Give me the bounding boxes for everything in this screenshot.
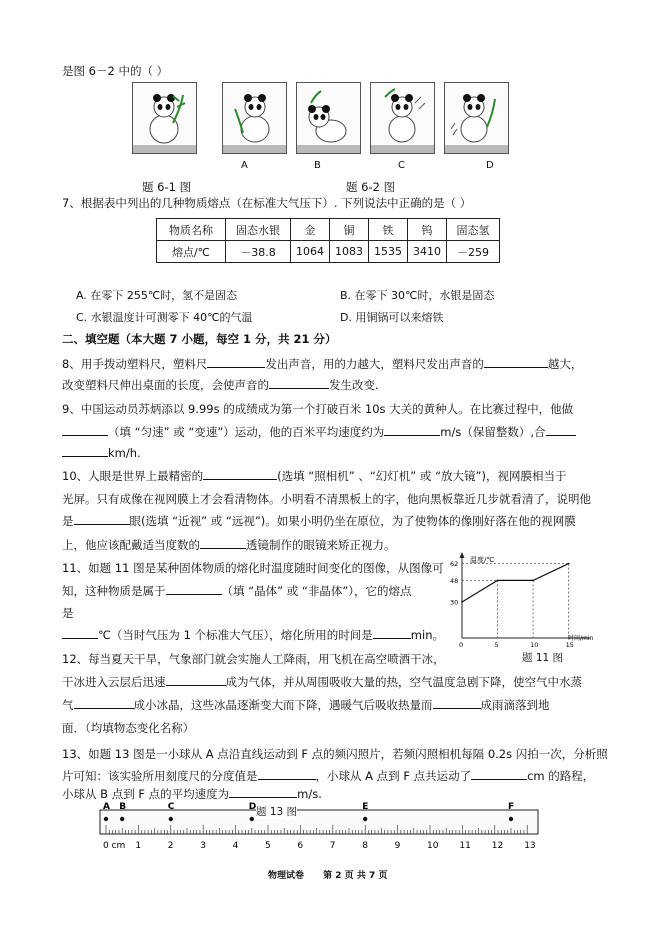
- q10-line-1: 10、人眼是世界上最精密的 (选填 “照相机” 、“幻灯机” 或 “放大镜”)，视网膜相当于: [62, 469, 567, 483]
- ball-point: [104, 817, 108, 821]
- x-tick-label: 10: [530, 641, 539, 648]
- figure-6-2-caption: 题 6-2 图: [346, 180, 396, 194]
- data-point: [568, 563, 570, 565]
- q11-line-1: 11、如题 11 图是某种固体物质的熔化时温度随时间变化的图像，从图像可: [62, 561, 444, 575]
- table-header-cell: 金: [291, 219, 330, 241]
- q11-line-2: 知，这种物质是属于 （填 “晶体” 或 “非晶体”），它的熔点: [62, 584, 412, 598]
- q13-line-1: 13、如题 13 图是一小球从 A 点沿直线运动到 F 点的频闪照片，若频闪照相机每隔 0.2s 闪拍一次，分析照: [62, 747, 608, 761]
- option-letter-a: A: [241, 160, 248, 171]
- q10-line-4: 上，他应该配戴适当度数的 透镜制作的眼镜来矫正视力。: [62, 538, 396, 552]
- ruler-figure: [96, 800, 546, 856]
- point-label: E: [362, 802, 369, 812]
- table-header-row: [157, 219, 500, 241]
- option-letter-b: B: [314, 160, 321, 171]
- table-header-cell: 物质名称: [157, 219, 226, 241]
- panda-icon: [133, 83, 196, 153]
- table-header-cell: 铁: [369, 219, 408, 241]
- ruler-number: 12: [491, 841, 504, 851]
- option-letter-c: C: [398, 160, 405, 171]
- ball-point: [250, 817, 254, 821]
- q11-line-3: 是: [62, 606, 74, 620]
- ruler-number: 8: [362, 841, 368, 851]
- ruler-number: 13: [524, 841, 536, 851]
- answer-blank[interactable]: [200, 548, 246, 549]
- table-header-cell: 固态水银: [226, 219, 291, 241]
- answer-blank[interactable]: [207, 367, 265, 368]
- series-line: [462, 564, 569, 602]
- q9-line-1: 9、中国运动员苏炳添以 9.99s 的成绩成为第一个打破百米 10s 大关的黄种人。在比赛过程中，他做: [62, 402, 574, 416]
- q7-option-a: A. 在零下 255℃时，氢不是固态: [76, 289, 238, 302]
- ruler-number: 7: [329, 841, 336, 851]
- ruler-number: 11: [459, 841, 471, 851]
- footer-page-number: 第 2 页 共 7 页: [323, 871, 388, 881]
- panda-option-a: [222, 82, 287, 154]
- x-axis-label: 时间/min: [568, 635, 594, 642]
- ball-point: [363, 817, 367, 821]
- q7-option-d: D. 用铜锅可以来熔铁: [340, 311, 444, 324]
- section-2-heading: 二、填空题（本大题 7 小题，每空 1 分，共 21 分）: [62, 332, 337, 346]
- data-point: [532, 580, 534, 582]
- option-letter-d: D: [486, 160, 494, 171]
- answer-blank[interactable]: [203, 479, 277, 480]
- x-tick-label: 15: [565, 641, 574, 648]
- answer-blank[interactable]: [74, 708, 134, 709]
- ruler-number: 3: [200, 841, 206, 851]
- q7-stem: 7、根据表中列出的几种物质熔点（在标准大气压下）. 下列说法中正确的是（ ）: [62, 196, 472, 210]
- answer-blank[interactable]: [258, 779, 316, 780]
- answer-blank[interactable]: [62, 435, 108, 436]
- answer-blank[interactable]: [471, 779, 527, 780]
- ruler-number: 10: [427, 841, 439, 851]
- q7-option-b: B. 在零下 30℃时，水银是固态: [340, 289, 495, 302]
- melting-point-table: [156, 218, 500, 263]
- answer-blank[interactable]: [74, 524, 130, 525]
- point-label: D: [248, 802, 257, 812]
- melting-curve-chart: [440, 548, 600, 648]
- table-header-cell: 铜: [330, 219, 369, 241]
- panda-option-c: [370, 82, 435, 154]
- answer-blank[interactable]: [166, 594, 222, 595]
- table-header-cell: 固态氢: [447, 219, 500, 241]
- answer-blank[interactable]: [166, 685, 226, 686]
- x-tick-label: 0: [459, 641, 464, 648]
- panda-figure-6-1: [132, 82, 197, 154]
- q12-line-3: 气 成小冰晶，这些冰晶逐渐变大而下降，遇暖气后吸收热量而 成雨滴落到地: [62, 698, 550, 712]
- ruler-number: 4: [232, 841, 239, 851]
- table-cell: 1535: [369, 241, 408, 263]
- answer-blank[interactable]: [62, 638, 98, 639]
- ruler-number: 2: [167, 841, 174, 851]
- point-label: B: [119, 802, 127, 812]
- ball-point: [509, 817, 513, 821]
- q9-line-2: （填 “匀速” 或 “变速”）运动，他的百米平均速度约为 m/s（保留整数）,合: [62, 424, 576, 440]
- panda-icon: [297, 83, 360, 153]
- table-row-label: 熔点/℃: [157, 241, 226, 263]
- ruler-number: 0 cm: [103, 841, 126, 851]
- ruler-number: 9: [394, 841, 401, 851]
- ruler-number: 1: [135, 841, 142, 851]
- y-axis-arrow: [460, 552, 465, 558]
- figure-13-caption: 题 13 图: [256, 806, 298, 818]
- footer-subject: 物理试卷: [268, 871, 305, 881]
- panda-icon: [371, 83, 434, 153]
- ruler-number: 6: [297, 841, 304, 851]
- answer-blank[interactable]: [62, 456, 108, 457]
- point-label: F: [508, 802, 515, 812]
- answer-blank[interactable]: [384, 435, 440, 436]
- table-cell: 1083: [330, 241, 369, 263]
- panda-option-b: [296, 82, 361, 154]
- figure-6-1-caption: 题 6-1 图: [142, 180, 192, 194]
- q8-line-2: 改变塑料尺伸出桌面的长度，会使声音的 发生改变.: [62, 378, 379, 392]
- x-tick-label: 5: [494, 641, 499, 648]
- q12-line-1: 12、每当夏天干旱，气象部门就会实施人工降雨，用飞机在高空喷酒干冰，: [62, 652, 445, 666]
- panda-icon: [445, 83, 508, 153]
- data-point: [497, 580, 499, 582]
- table-cell: 1064: [291, 241, 330, 263]
- table-cell: －259: [447, 241, 500, 263]
- page-footer: [268, 868, 387, 881]
- panda-option-d: [444, 82, 509, 154]
- data-point: [461, 601, 463, 603]
- point-label: C: [167, 802, 175, 812]
- table-cell: －38.8: [226, 241, 291, 263]
- answer-blank[interactable]: [484, 367, 548, 368]
- figure-11-caption: 题 11 图: [522, 652, 564, 664]
- q7-option-c: C. 水银温度计可测零下 40℃的气温: [76, 311, 253, 324]
- q8-line-1: 8、用手拨动塑料尺，塑料尺 发出声音，用的力越大，塑料尺发出声音的 越大，: [62, 357, 583, 371]
- q9-line-3: km/h.: [62, 446, 141, 460]
- answer-blank[interactable]: [433, 708, 481, 709]
- q13-line-2: 片可知：该实验所用刻度尺的分度值是 ，小球从 A 点到 F 点共运动了 cm 的路程，: [62, 769, 595, 783]
- answer-blank[interactable]: [269, 388, 329, 389]
- q12-line-4: 面．（均填物态变化名称）: [62, 721, 195, 735]
- table-header-cell: 钨: [408, 219, 447, 241]
- y-tick-label: 30: [450, 598, 459, 607]
- table-cell: 3410: [408, 241, 447, 263]
- y-tick-label: 48: [450, 576, 459, 585]
- ball-point: [120, 817, 124, 821]
- q11-line-4: ℃（当时气压为 1 个标准大气压），熔化所用的时间是 min。: [62, 627, 444, 643]
- answer-blank[interactable]: [373, 638, 411, 639]
- ruler-number: 5: [265, 841, 271, 851]
- answer-blank[interactable]: [546, 435, 576, 436]
- answer-blank[interactable]: [229, 797, 297, 798]
- q6-intro: 是图 6－2 中的（ ）: [62, 64, 169, 78]
- q10-line-3: 是 眼(选填 “近视” 或 “远视”)。如果小明仍坐在原位，为了使物体的像刚好落在他的视网膜: [62, 514, 576, 528]
- table-row: [157, 241, 500, 263]
- ball-point: [169, 817, 173, 821]
- y-tick-label: 62: [450, 560, 459, 569]
- y-axis-label: 温度/℃: [470, 556, 495, 564]
- q13-line-3: 小球从 B 点到 F 点的平均速度为 m/s.: [62, 787, 322, 801]
- panda-icon: [223, 83, 286, 153]
- q10-line-2: 光屏。只有成像在视网膜上才会看清物体。小明看不清黑板上的字，他向黑板靠近几步就看清了，说明他: [62, 492, 591, 506]
- point-label: A: [103, 802, 110, 812]
- q12-line-2: 干冰进入云层后迅速 成为气体，并从周围吸收大量的热，空气温度急剧下降，使空气中水蒸: [62, 675, 582, 689]
